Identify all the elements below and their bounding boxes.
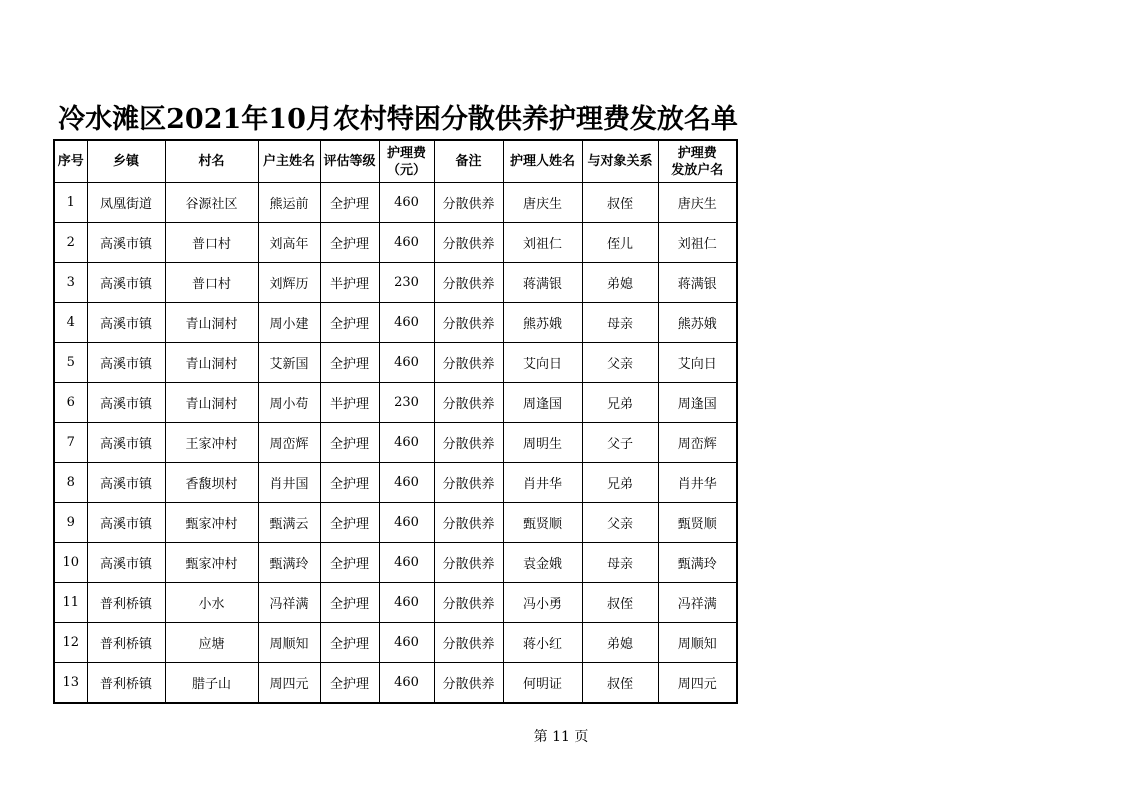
table-cell: 王家冲村 xyxy=(165,423,258,463)
table-cell: 普利桥镇 xyxy=(87,663,165,704)
table-cell: 230 xyxy=(379,263,434,303)
table-cell: 分散供养 xyxy=(434,383,503,423)
table-cell: 普利桥镇 xyxy=(87,583,165,623)
table-cell: 全护理 xyxy=(320,663,379,704)
header-row xyxy=(54,140,737,183)
table-cell: 熊运前 xyxy=(258,183,320,223)
table-cell: 普利桥镇 xyxy=(87,623,165,663)
table-cell: 谷源社区 xyxy=(165,183,258,223)
table-cell: 460 xyxy=(379,303,434,343)
table-cell: 艾向日 xyxy=(658,343,737,383)
table-row xyxy=(54,183,737,223)
table-cell: 普口村 xyxy=(165,223,258,263)
table-cell: 分散供养 xyxy=(434,463,503,503)
table-cell: 刘祖仁 xyxy=(658,223,737,263)
column-header: 护理费 （元） xyxy=(379,140,434,183)
table-row xyxy=(54,263,737,303)
table-cell: 全护理 xyxy=(320,583,379,623)
table-cell: 周明生 xyxy=(503,423,582,463)
table-cell: 普口村 xyxy=(165,263,258,303)
table-cell: 460 xyxy=(379,223,434,263)
table-cell: 全护理 xyxy=(320,183,379,223)
table-cell: 全护理 xyxy=(320,463,379,503)
table-cell: 兄弟 xyxy=(582,463,658,503)
table-cell: 7 xyxy=(54,423,87,463)
table-cell: 全护理 xyxy=(320,543,379,583)
column-header: 评估等级 xyxy=(320,140,379,183)
table-cell: 周顺知 xyxy=(258,623,320,663)
table-cell: 周逢国 xyxy=(658,383,737,423)
table-cell: 半护理 xyxy=(320,263,379,303)
table-row xyxy=(54,383,737,423)
table-cell: 分散供养 xyxy=(434,543,503,583)
table-cell: 甄满玲 xyxy=(258,543,320,583)
table-cell: 13 xyxy=(54,663,87,704)
column-header: 护理费 发放户名 xyxy=(658,140,737,183)
table-cell: 甄家冲村 xyxy=(165,543,258,583)
table-cell: 父亲 xyxy=(582,503,658,543)
table-cell: 凤凰街道 xyxy=(87,183,165,223)
table-cell: 刘辉历 xyxy=(258,263,320,303)
table-cell: 周峦辉 xyxy=(658,423,737,463)
table-row xyxy=(54,343,737,383)
table-cell: 侄儿 xyxy=(582,223,658,263)
table-cell: 9 xyxy=(54,503,87,543)
table-cell: 分散供养 xyxy=(434,423,503,463)
table-cell: 周逢国 xyxy=(503,383,582,423)
table-cell: 10 xyxy=(54,543,87,583)
table-cell: 分散供养 xyxy=(434,343,503,383)
table-cell: 肖井国 xyxy=(258,463,320,503)
table-cell: 460 xyxy=(379,183,434,223)
table-cell: 全护理 xyxy=(320,623,379,663)
table-cell: 460 xyxy=(379,503,434,543)
table-cell: 8 xyxy=(54,463,87,503)
table-cell: 6 xyxy=(54,383,87,423)
table-cell: 青山洞村 xyxy=(165,383,258,423)
table-row xyxy=(54,543,737,583)
table-cell: 11 xyxy=(54,583,87,623)
table-cell: 全护理 xyxy=(320,423,379,463)
table-cell: 高溪市镇 xyxy=(87,383,165,423)
table-row xyxy=(54,463,737,503)
table-cell: 1 xyxy=(54,183,87,223)
table-cell: 全护理 xyxy=(320,503,379,543)
table-cell: 周峦辉 xyxy=(258,423,320,463)
table-row xyxy=(54,623,737,663)
table-cell: 230 xyxy=(379,383,434,423)
table-cell: 高溪市镇 xyxy=(87,303,165,343)
table-cell: 甄家冲村 xyxy=(165,503,258,543)
table-cell: 刘高年 xyxy=(258,223,320,263)
table-cell: 何明证 xyxy=(503,663,582,704)
table-cell: 艾向日 xyxy=(503,343,582,383)
table-cell: 周四元 xyxy=(658,663,737,704)
table-cell: 460 xyxy=(379,543,434,583)
table-row xyxy=(54,503,737,543)
table-cell: 分散供养 xyxy=(434,303,503,343)
table-cell: 熊苏娥 xyxy=(503,303,582,343)
table-cell: 高溪市镇 xyxy=(87,343,165,383)
table-cell: 叔侄 xyxy=(582,183,658,223)
table-cell: 应塘 xyxy=(165,623,258,663)
table-cell: 蒋满银 xyxy=(503,263,582,303)
table-cell: 周小建 xyxy=(258,303,320,343)
table-cell: 5 xyxy=(54,343,87,383)
table-cell: 2 xyxy=(54,223,87,263)
table-cell: 兄弟 xyxy=(582,383,658,423)
table-cell: 蒋满银 xyxy=(658,263,737,303)
table-cell: 蒋小红 xyxy=(503,623,582,663)
table-cell: 青山洞村 xyxy=(165,303,258,343)
table-cell: 高溪市镇 xyxy=(87,543,165,583)
table-cell: 小水 xyxy=(165,583,258,623)
column-header: 户主姓名 xyxy=(258,140,320,183)
table-cell: 青山洞村 xyxy=(165,343,258,383)
table-cell: 分散供养 xyxy=(434,183,503,223)
table-cell: 分散供养 xyxy=(434,263,503,303)
table-cell: 腊子山 xyxy=(165,663,258,704)
table-row xyxy=(54,223,737,263)
table-cell: 熊苏娥 xyxy=(658,303,737,343)
table-cell: 分散供养 xyxy=(434,223,503,263)
table-cell: 460 xyxy=(379,343,434,383)
payment-table xyxy=(53,139,738,704)
table-cell: 唐庆生 xyxy=(658,183,737,223)
column-header: 与对象关系 xyxy=(582,140,658,183)
table-cell: 高溪市镇 xyxy=(87,463,165,503)
table-cell: 肖井华 xyxy=(503,463,582,503)
table-cell: 父亲 xyxy=(582,343,658,383)
column-header: 序号 xyxy=(54,140,87,183)
table-cell: 4 xyxy=(54,303,87,343)
table-cell: 全护理 xyxy=(320,343,379,383)
table-row xyxy=(54,663,737,704)
table-cell: 高溪市镇 xyxy=(87,503,165,543)
table-cell: 刘祖仁 xyxy=(503,223,582,263)
page-title: 冷水滩区2021年10月农村特困分散供养护理费发放名单 xyxy=(58,104,738,135)
table-cell: 唐庆生 xyxy=(503,183,582,223)
table-cell: 半护理 xyxy=(320,383,379,423)
table-cell: 高溪市镇 xyxy=(87,263,165,303)
column-header: 护理人姓名 xyxy=(503,140,582,183)
table-cell: 叔侄 xyxy=(582,583,658,623)
table-cell: 3 xyxy=(54,263,87,303)
table-cell: 袁金娥 xyxy=(503,543,582,583)
table-cell: 分散供养 xyxy=(434,623,503,663)
table-cell: 肖井华 xyxy=(658,463,737,503)
table-row xyxy=(54,303,737,343)
table-cell: 叔侄 xyxy=(582,663,658,704)
table-body xyxy=(54,183,737,704)
table-cell: 冯祥满 xyxy=(658,583,737,623)
table-cell: 甄满云 xyxy=(258,503,320,543)
table-cell: 460 xyxy=(379,583,434,623)
table-cell: 分散供养 xyxy=(434,663,503,704)
table-cell: 460 xyxy=(379,423,434,463)
table-cell: 高溪市镇 xyxy=(87,423,165,463)
table-cell: 分散供养 xyxy=(434,583,503,623)
table-cell: 冯小勇 xyxy=(503,583,582,623)
table-cell: 全护理 xyxy=(320,223,379,263)
table-row xyxy=(54,583,737,623)
table-cell: 周小苟 xyxy=(258,383,320,423)
table-row xyxy=(54,423,737,463)
table-cell: 父子 xyxy=(582,423,658,463)
table-cell: 甄贤顺 xyxy=(658,503,737,543)
table-cell: 母亲 xyxy=(582,543,658,583)
table-cell: 香馥坝村 xyxy=(165,463,258,503)
table-cell: 460 xyxy=(379,663,434,704)
table-cell: 全护理 xyxy=(320,303,379,343)
table-cell: 周四元 xyxy=(258,663,320,704)
table-cell: 分散供养 xyxy=(434,503,503,543)
table-cell: 母亲 xyxy=(582,303,658,343)
table-cell: 弟媳 xyxy=(582,623,658,663)
table-cell: 高溪市镇 xyxy=(87,223,165,263)
table-cell: 艾新国 xyxy=(258,343,320,383)
table-cell: 甄贤顺 xyxy=(503,503,582,543)
table-cell: 甄满玲 xyxy=(658,543,737,583)
table-cell: 460 xyxy=(379,623,434,663)
table-cell: 周顺知 xyxy=(658,623,737,663)
column-header: 乡镇 xyxy=(87,140,165,183)
table-cell: 弟媳 xyxy=(582,263,658,303)
page-number: 第 11 页 xyxy=(533,729,589,745)
column-header: 备注 xyxy=(434,140,503,183)
column-header: 村名 xyxy=(165,140,258,183)
table-cell: 冯祥满 xyxy=(258,583,320,623)
table-cell: 12 xyxy=(54,623,87,663)
table-cell: 460 xyxy=(379,463,434,503)
